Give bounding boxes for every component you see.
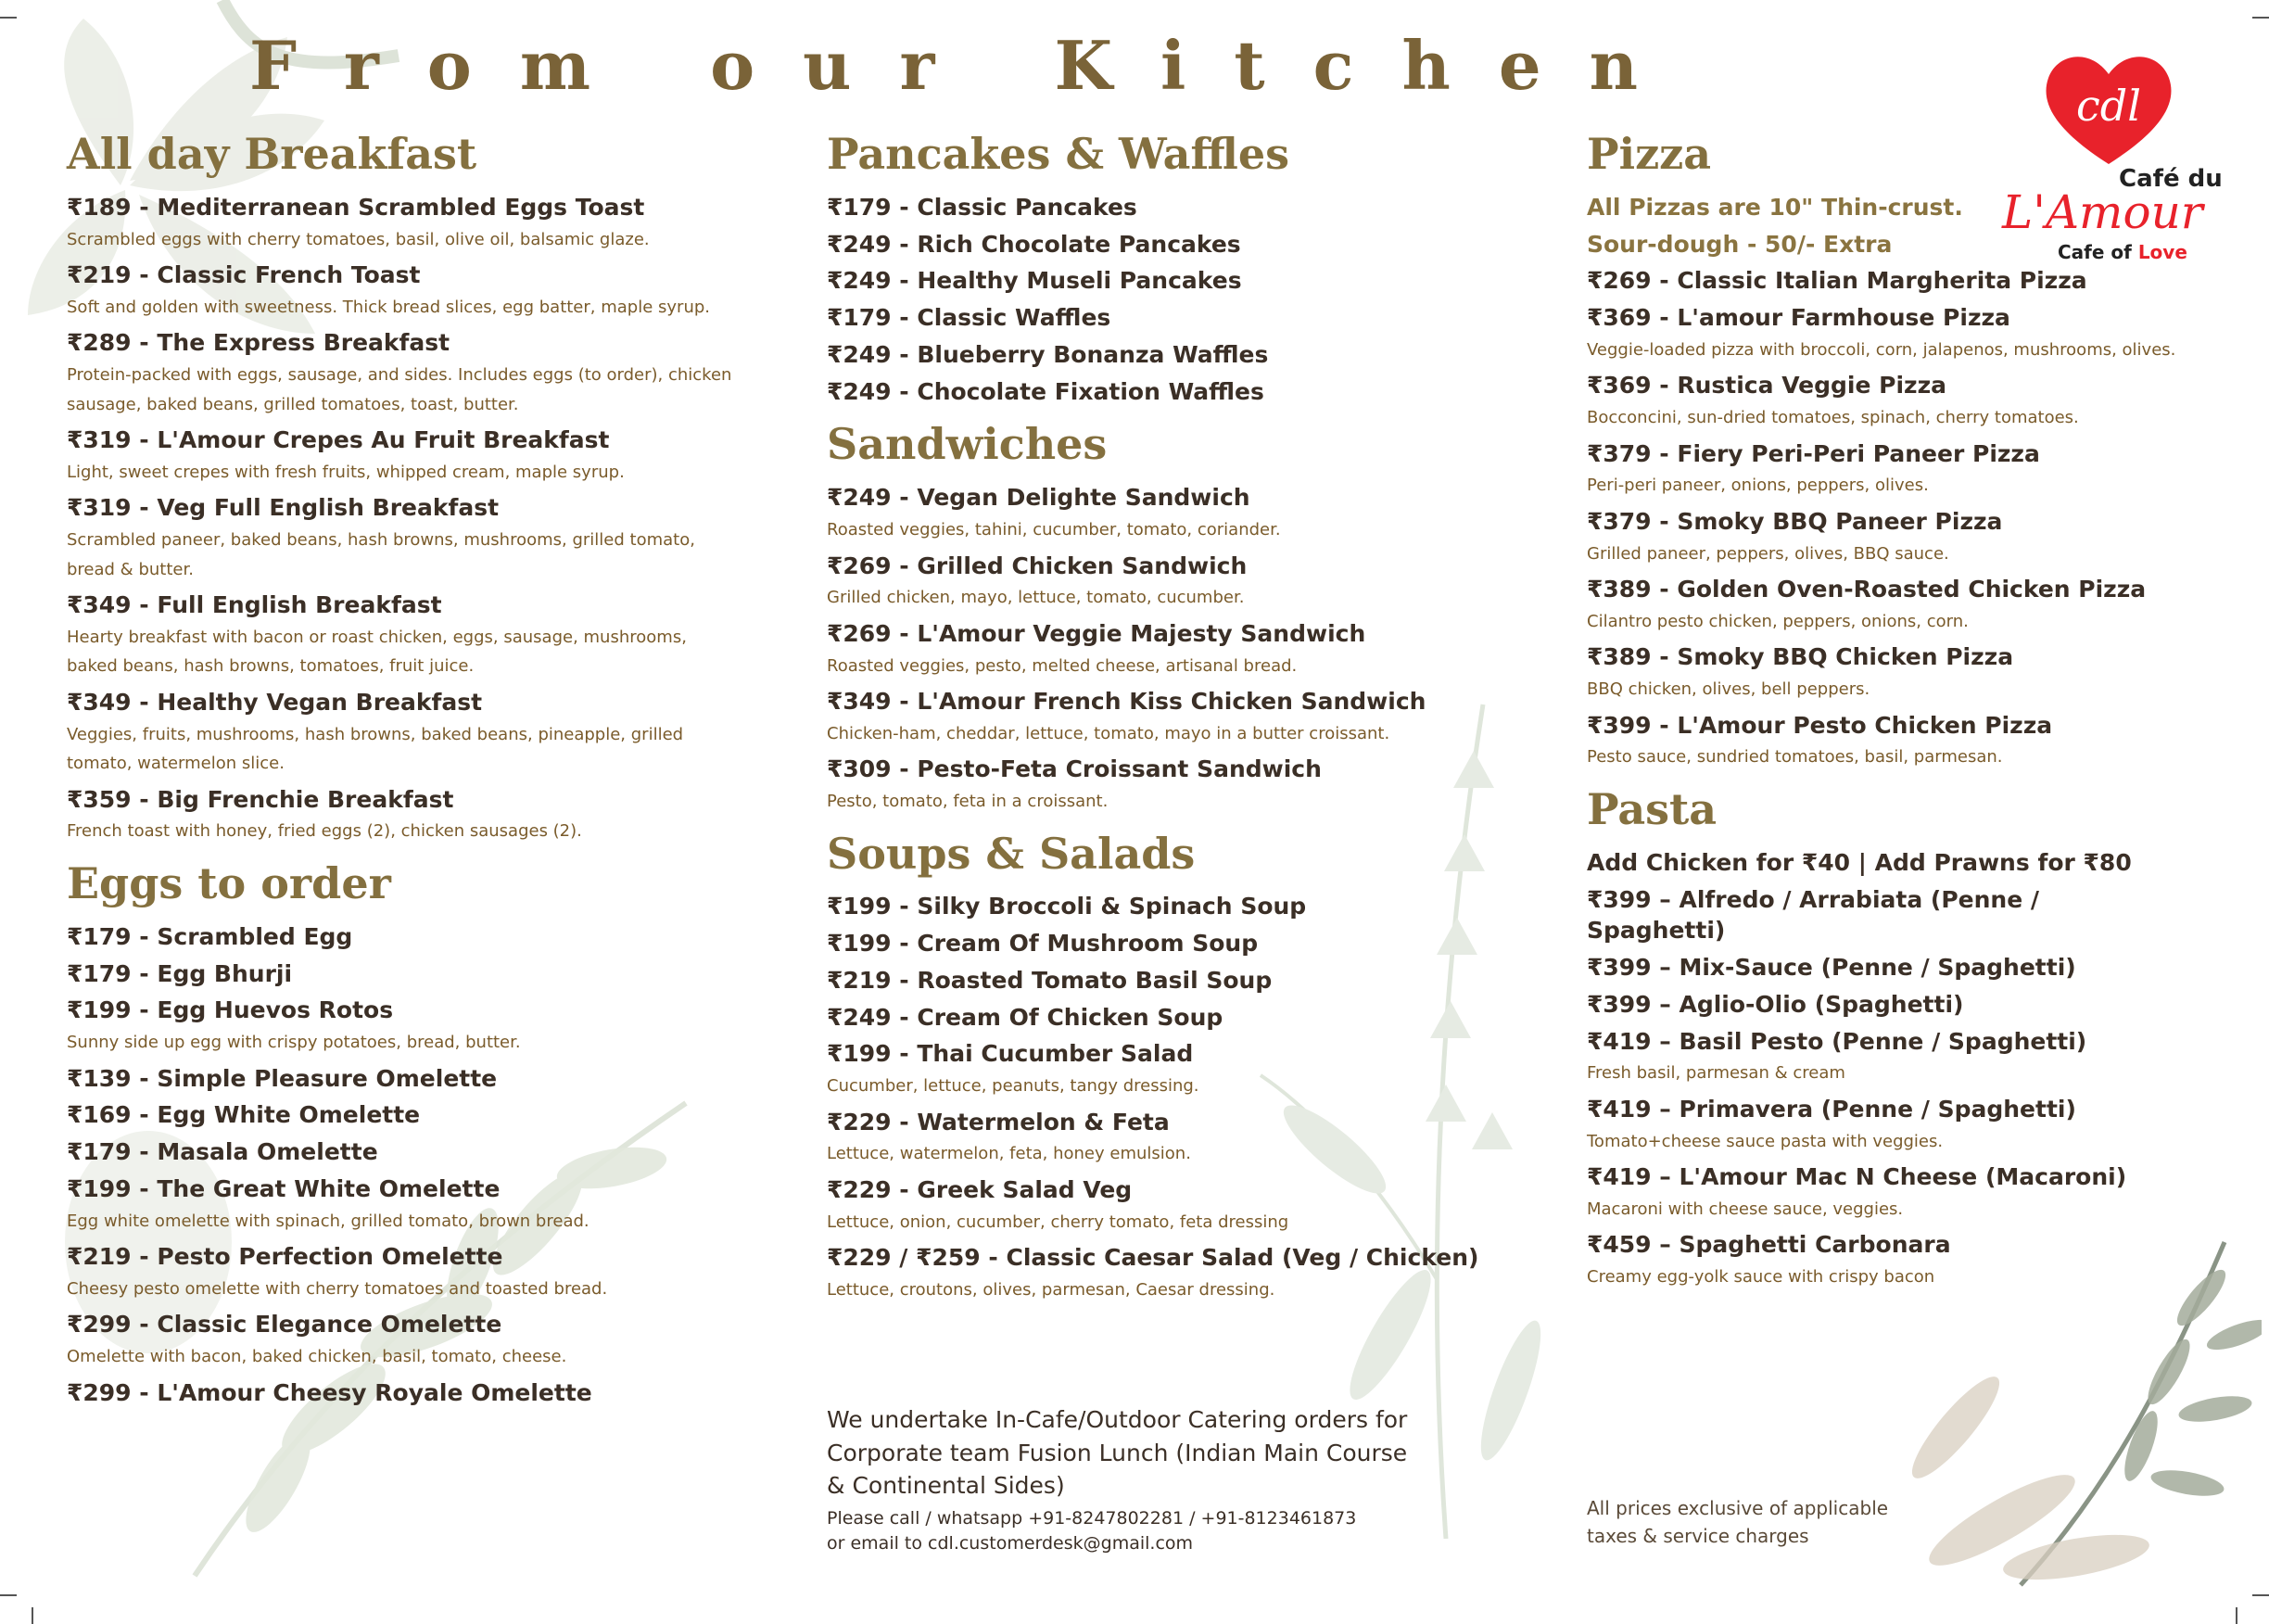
menu-item: [827, 265, 1494, 297]
menu-item-description: Veggie-loaded pizza with broccoli, corn, jalapenos, mushrooms, olives.: [1587, 339, 2176, 360]
pizza-note: Sour-dough - 50/- Extra: [1587, 230, 1893, 258]
menu-item-name: ₹269 - L'Amour Veggie Majesty Sandwich: [827, 619, 1366, 647]
menu-item-name: ₹169 - Egg White Omelette: [67, 1101, 421, 1129]
menu-item: [67, 1063, 734, 1095]
menu-item-description: Hearty breakfast with bacon or roast chicken, eggs, sausage, mushrooms, baked beans, hash browns, tomatoes, fruit juice.: [67, 627, 687, 677]
menu-item: [1587, 1229, 2180, 1291]
crop-mark: [2252, 17, 2269, 19]
menu-item-name: ₹179 - Classic Waffles: [827, 304, 1111, 332]
menu-item-description: Tomato+cheese sauce pasta with veggies.: [1587, 1131, 1944, 1151]
section-title: Eggs to order: [67, 857, 391, 908]
section-sandwiches: [827, 420, 1494, 816]
menu-item: [1587, 1026, 2180, 1088]
menu-item: [827, 339, 1494, 371]
menu-item-name: ₹289 - The Express Breakfast: [67, 329, 450, 357]
menu-column-middle: [827, 130, 1494, 1317]
menu-item-description: Scrambled eggs with cherry tomatoes, basil, olive oil, balsamic glaze.: [67, 229, 650, 249]
prices-footnote: All prices exclusive of applicable taxes & service charges: [1587, 1497, 1889, 1547]
section-title: All day Breakfast: [67, 129, 477, 179]
menu-item: [1587, 438, 2180, 501]
menu-item-name: ₹369 - Rustica Veggie Pizza: [1587, 372, 1947, 400]
menu-item-description: Lettuce, watermelon, feta, honey emulsion.: [827, 1144, 1191, 1164]
menu-item: [1587, 265, 2180, 297]
menu-item-description: Fresh basil, parmesan & cream: [1587, 1063, 1845, 1084]
menu-item: [827, 1242, 1494, 1304]
crop-mark: [2236, 1607, 2237, 1624]
menu-item-name: ₹249 - Cream Of Chicken Soup: [827, 1003, 1223, 1031]
menu-item-name: ₹219 - Roasted Tomato Basil Soup: [827, 966, 1273, 994]
section-pasta: [1587, 785, 2180, 1292]
menu-item: [67, 921, 734, 953]
menu-item-description: Sunny side up egg with crispy potatoes, bread, butter.: [67, 1033, 521, 1053]
menu-item: [827, 618, 1494, 680]
menu-item-name: ₹319 - Veg Full English Breakfast: [67, 494, 500, 522]
menu-item: [67, 1136, 734, 1168]
menu-item: [67, 192, 734, 254]
menu-item: [67, 1241, 734, 1303]
menu-item-description: Pesto sauce, sundried tomatoes, basil, parmesan.: [1587, 747, 2003, 768]
menu-item: [67, 995, 734, 1057]
menu-item: [67, 958, 734, 990]
menu-item: [1587, 884, 2180, 947]
menu-item-description: Peri-peri paneer, onions, peppers, olives.: [1587, 476, 1929, 496]
menu-item-name: ₹229 - Greek Salad Veg: [827, 1175, 1133, 1203]
crop-mark: [2252, 1594, 2269, 1596]
menu-item-name: ₹269 - Classic Italian Margherita Pizza: [1587, 267, 2087, 295]
menu-item-name: ₹369 - L'amour Farmhouse Pizza: [1587, 304, 2010, 332]
pasta-addon-note: Add Chicken for ₹40 | Add Prawns for ₹80: [1587, 848, 2132, 876]
logo-tagline-accent: Love: [2137, 241, 2187, 263]
menu-item-name: ₹359 - Big Frenchie Breakfast: [67, 785, 454, 813]
section-soups-salads: [827, 830, 1494, 1305]
menu-item-description: Scrambled paneer, baked beans, hash browns, mushrooms, grilled tomato, bread & butter.: [67, 530, 695, 579]
menu-item-description: French toast with honey, fried eggs (2), chicken sausages (2).: [67, 821, 582, 842]
menu-item-name: ₹309 - Pesto-Feta Croissant Sandwich: [827, 755, 1322, 783]
menu-item-name: ₹139 - Simple Pleasure Omelette: [67, 1064, 498, 1092]
catering-info: [827, 1403, 1429, 1557]
menu-item-description: Cheesy pesto omelette with cherry tomatoes and toasted bread.: [67, 1278, 608, 1299]
menu-item: [67, 1174, 734, 1236]
menu-item-name: ₹349 - Healthy Vegan Breakfast: [67, 688, 483, 716]
menu-item: [827, 1107, 1494, 1169]
menu-item: [827, 302, 1494, 334]
menu-item: [827, 482, 1494, 544]
menu-item-description: Lettuce, croutons, olives, parmesan, Caesar dressing.: [827, 1279, 1275, 1300]
menu-item: [827, 965, 1494, 996]
menu-item-description: Pesto, tomato, feta in a croissant.: [827, 792, 1109, 812]
menu-item-description: Cucumber, lettuce, peanuts, tangy dressing.: [827, 1076, 1199, 1097]
menu-item-name: ₹389 - Smoky BBQ Chicken Pizza: [1587, 643, 2014, 671]
menu-item: [1587, 952, 2180, 983]
menu-item-description: Light, sweet crepes with fresh fruits, whipped cream, maple syrup.: [67, 462, 625, 482]
menu-item: [67, 784, 734, 846]
section-pancakes-waffles: [827, 130, 1494, 407]
menu-item-name: ₹419 – L'Amour Mac N Cheese (Macaroni): [1587, 1163, 2127, 1191]
menu-item-name: ₹219 - Pesto Perfection Omelette: [67, 1243, 503, 1271]
menu-item-description: Grilled chicken, mayo, lettuce, tomato, cucumber.: [827, 588, 1245, 608]
menu-item: [1587, 1161, 2180, 1224]
menu-item-name: ₹179 - Classic Pancakes: [827, 193, 1137, 221]
menu-item: [67, 590, 734, 681]
section-title: Pizza: [1587, 129, 1712, 179]
catering-lead: We undertake In-Cafe/Outdoor Catering orders for Corporate team Fusion Lunch (Indian Main Course & Continental Sides): [827, 1406, 1408, 1499]
menu-item-name: ₹269 - Grilled Chicken Sandwich: [827, 552, 1248, 579]
section-title: Sandwiches: [827, 419, 1108, 470]
menu-item-name: ₹379 - Smoky BBQ Paneer Pizza: [1587, 507, 2003, 535]
menu-item-description: Cilantro pesto chicken, peppers, onions, corn.: [1587, 611, 1969, 631]
menu-item-name: ₹199 - Egg Huevos Rotos: [67, 996, 394, 1024]
menu-item: [827, 551, 1494, 613]
menu-item-name: ₹399 – Aglio-Olio (Spaghetti): [1587, 990, 1964, 1018]
menu-item-description: Egg white omelette with spinach, grilled tomato, brown bread.: [67, 1211, 589, 1231]
menu-item-name: ₹399 - L'Amour Pesto Chicken Pizza: [1587, 711, 2053, 739]
menu-item: [67, 1377, 734, 1409]
menu-item: [1587, 710, 2180, 772]
menu-item-description: Macaroni with cheese sauce, veggies.: [1587, 1199, 1904, 1219]
menu-item-name: ₹179 - Scrambled Egg: [67, 922, 353, 950]
menu-item-description: Bocconcini, sun-dried tomatoes, spinach, cherry tomatoes.: [1587, 408, 2079, 428]
menu-item: [827, 1002, 1494, 1034]
section-all-day-breakfast: [67, 130, 734, 846]
menu-item-name: ₹419 – Primavera (Penne / Spaghetti): [1587, 1095, 2076, 1123]
menu-item: [827, 928, 1494, 959]
menu-item-name: ₹419 – Basil Pesto (Penne / Spaghetti): [1587, 1027, 2087, 1055]
menu-column-right: [1587, 130, 2180, 1305]
menu-item: [1587, 641, 2180, 704]
menu-item-name: ₹249 - Chocolate Fixation Waffles: [827, 377, 1264, 405]
menu-item-description: Lettuce, onion, cucumber, cherry tomato, feta dressing: [827, 1212, 1289, 1232]
crop-mark: [0, 1594, 17, 1596]
menu-item-name: ₹399 – Mix-Sauce (Penne / Spaghetti): [1587, 954, 2076, 982]
menu-item: [1587, 506, 2180, 568]
menu-item: [1587, 989, 2180, 1021]
logo-name: Café du: [2119, 165, 2223, 193]
menu-item: [827, 229, 1494, 260]
section-title: Soups & Salads: [827, 828, 1196, 879]
menu-item-name: ₹249 - Blueberry Bonanza Waffles: [827, 340, 1269, 368]
menu-item-description: Roasted veggies, tahini, cucumber, tomato, coriander.: [827, 520, 1281, 540]
menu-item: [67, 492, 734, 584]
menu-item-name: ₹349 - Full English Breakfast: [67, 591, 442, 619]
section-title: Pasta: [1587, 783, 1718, 834]
menu-item: [827, 686, 1494, 748]
menu-item-name: ₹179 - Egg Bhurji: [67, 959, 293, 987]
menu-item-description: Chicken-ham, cheddar, lettuce, tomato, mayo in a butter croissant.: [827, 723, 1390, 743]
pizza-note: All Pizzas are 10" Thin-crust.: [1587, 193, 1963, 221]
menu-item-name: ₹249 - Rich Chocolate Pancakes: [827, 230, 1241, 258]
page-title: From our Kitchen: [249, 26, 1686, 105]
logo-script-name: L'Amour: [2002, 185, 2203, 239]
menu-item-name: ₹179 - Masala Omelette: [67, 1138, 378, 1166]
menu-column-left: [67, 130, 734, 1421]
menu-item-name: ₹229 / ₹259 - Classic Caesar Salad (Veg / Chicken): [827, 1244, 1479, 1272]
menu-item-name: ₹199 - Silky Broccoli & Spinach Soup: [827, 893, 1307, 920]
menu-item: [67, 1099, 734, 1131]
menu-item-description: Omelette with bacon, baked chicken, basil, tomato, cheese.: [67, 1347, 567, 1367]
menu-item-name: ₹389 - Golden Oven-Roasted Chicken Pizza: [1587, 576, 2147, 603]
logo-tagline-prefix: Cafe of: [2058, 241, 2138, 263]
menu-item-description: Protein-packed with eggs, sausage, and sides. Includes eggs (to order), chicken sausage, baked beans, grilled tomatoes, toast, butter.: [67, 365, 732, 414]
menu-item-name: ₹249 - Healthy Museli Pancakes: [827, 267, 1242, 295]
menu-item: [827, 1038, 1494, 1100]
menu-item: [67, 327, 734, 419]
menu-item-name: ₹249 - Vegan Delighte Sandwich: [827, 484, 1250, 512]
menu-item: [67, 425, 734, 487]
menu-item: [67, 260, 734, 322]
menu-item: [827, 891, 1494, 922]
menu-item: [1587, 1094, 2180, 1156]
menu-item: [1587, 302, 2180, 364]
menu-item-name: ₹229 - Watermelon & Feta: [827, 1108, 1170, 1136]
menu-item-name: ₹189 - Mediterranean Scrambled Eggs Toast: [67, 193, 645, 221]
menu-item-name: ₹319 - L'Amour Crepes Au Fruit Breakfast: [67, 426, 610, 454]
menu-item: [827, 192, 1494, 223]
menu-item-name: ₹199 - The Great White Omelette: [67, 1174, 501, 1202]
menu-item-name: ₹199 - Thai Cucumber Salad: [827, 1040, 1194, 1068]
menu-item-description: Soft and golden with sweetness. Thick bread slices, egg batter, maple syrup.: [67, 297, 711, 317]
menu-item-name: ₹219 - Classic French Toast: [67, 261, 421, 289]
menu-item: [827, 376, 1494, 408]
menu-item-name: ₹399 – Alfredo / Arrabiata (Penne / Spaghetti): [1587, 885, 2040, 945]
menu-item: [67, 687, 734, 779]
menu-item-name: ₹459 – Spaghetti Carbonara: [1587, 1231, 1951, 1259]
catering-email: or email to cdl.customerdesk@gmail.com: [827, 1533, 1194, 1554]
menu-item-description: Creamy egg-yolk sauce with crispy bacon: [1587, 1267, 1935, 1288]
menu-item-name: ₹299 - L'Amour Cheesy Royale Omelette: [67, 1378, 592, 1406]
menu-item-name: ₹199 - Cream Of Mushroom Soup: [827, 930, 1259, 958]
menu-item: [827, 1174, 1494, 1237]
logo-mark: cdl: [2076, 81, 2141, 131]
menu-item-description: Veggies, fruits, mushrooms, hash browns, baked beans, pineapple, grilled tomato, watermelon slice.: [67, 724, 684, 774]
menu-item-description: BBQ chicken, olives, bell peppers.: [1587, 679, 1870, 700]
menu-item: [1587, 574, 2180, 636]
catering-phone: Please call / whatsapp +91-8247802281 / +91-8123461873: [827, 1507, 1357, 1529]
crop-mark: [32, 1607, 33, 1624]
menu-item: [827, 754, 1494, 816]
section-eggs-to-order: [67, 859, 734, 1408]
menu-item-name: ₹379 - Fiery Peri-Peri Paneer Pizza: [1587, 439, 2040, 467]
menu-item-name: ₹299 - Classic Elegance Omelette: [67, 1311, 502, 1339]
menu-item-name: ₹349 - L'Amour French Kiss Chicken Sandwich: [827, 688, 1426, 716]
section-title: Pancakes & Waffles: [827, 129, 1290, 179]
menu-item-description: Roasted veggies, pesto, melted cheese, artisanal bread.: [827, 655, 1298, 676]
menu-item: [67, 1309, 734, 1371]
menu-item-description: Grilled paneer, peppers, olives, BBQ sauce.: [1587, 543, 1949, 564]
section-pizza: [1587, 130, 2180, 772]
menu-item: [1587, 370, 2180, 432]
